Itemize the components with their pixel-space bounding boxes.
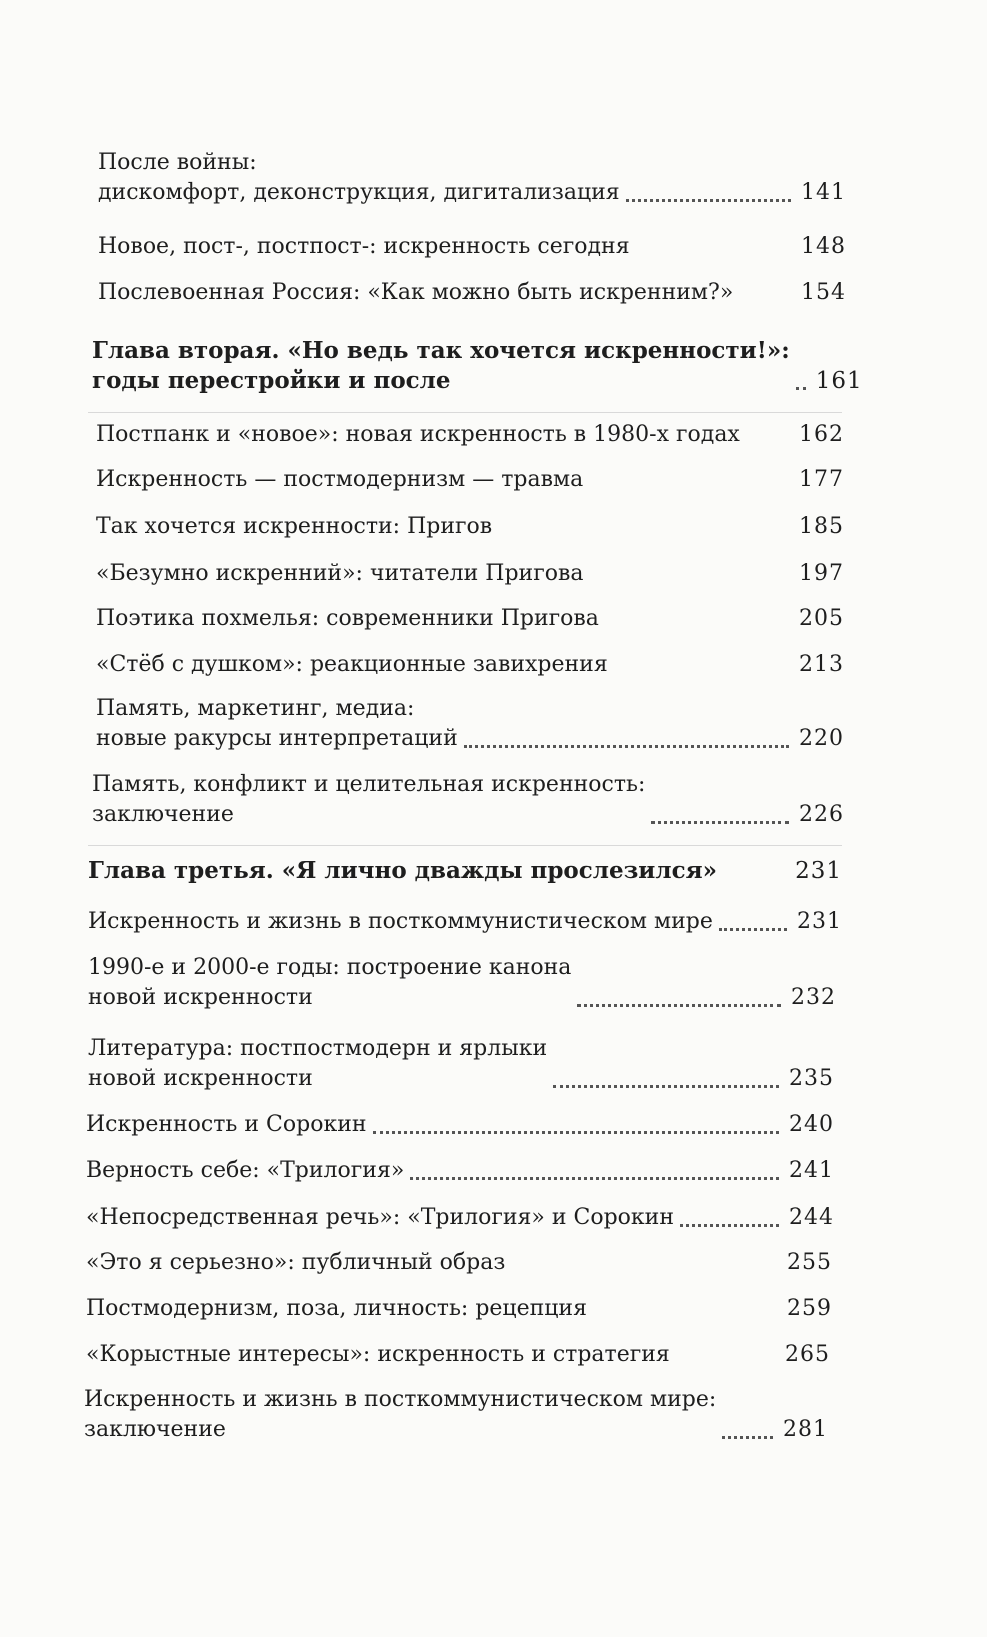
toc-entry-title — [86, 1203, 674, 1233]
toc-entry-title — [86, 1156, 404, 1186]
toc-page-number: 241 — [789, 1158, 834, 1183]
toc-entry-title — [88, 856, 717, 886]
toc-page-number: 281 — [783, 1417, 828, 1442]
toc-page-number: 161 — [815, 368, 863, 394]
toc-entry-title — [88, 1034, 547, 1094]
toc-entry-title — [86, 1110, 367, 1140]
toc-page-number: 154 — [801, 280, 846, 305]
toc-entry-title-line: Глава третья. «Я лично дважды прослезился» — [88, 857, 717, 884]
toc-entry — [96, 559, 844, 589]
toc-entry-title — [86, 1294, 587, 1324]
toc-entry-title-line: Послевоенная Россия: «Как можно быть искренним?» — [98, 280, 734, 305]
toc-entry-title-line: Новое, пост-, постпост-: искренность сегодня — [98, 234, 630, 259]
toc-entry-title — [88, 953, 571, 1013]
toc-entry-title-line: «Стёб с душком»: реакционные завихрения — [96, 652, 608, 677]
toc-entry-title-line: Так хочется искренности: Пригов — [96, 514, 493, 539]
toc-entry — [88, 907, 842, 937]
toc-entry — [96, 694, 844, 754]
toc-entry-title-line: «Безумно искренний»: читатели Пригова — [96, 561, 584, 586]
toc-entry-title-line: новой искренности — [88, 1066, 313, 1091]
toc-entry-title — [96, 694, 458, 754]
toc-entry — [96, 650, 844, 680]
toc-entry-title-line: Память, конфликт и целительная искренность: — [92, 772, 646, 797]
toc-entry-title — [88, 907, 713, 937]
toc-entry — [98, 232, 846, 262]
dot-leader — [719, 928, 787, 931]
toc-entry-title-line: Искренность и жизнь в посткоммунистическом мире: — [84, 1387, 717, 1412]
divider — [88, 412, 842, 413]
toc-page-number: 197 — [799, 561, 844, 586]
toc-entry — [86, 1156, 834, 1186]
toc-entry-title — [96, 650, 608, 680]
dot-leader — [464, 745, 789, 748]
toc-chapter-entry — [88, 856, 842, 886]
toc-entry-title — [98, 232, 630, 262]
toc-page-number: 231 — [797, 909, 842, 934]
dot-leader — [796, 387, 806, 390]
toc-entry-title-line: Литература: постпостмодерн и ярлыки — [88, 1036, 548, 1061]
toc-entry — [86, 1248, 832, 1278]
dot-leader — [577, 1004, 781, 1007]
toc-page-number: 177 — [799, 467, 844, 492]
toc-entry — [98, 148, 846, 208]
toc-entry — [86, 1340, 830, 1370]
dot-leader — [373, 1131, 779, 1134]
toc-entry-title — [98, 148, 620, 208]
divider — [88, 845, 842, 846]
toc-entry — [86, 1110, 834, 1140]
toc-entry-title — [86, 1340, 670, 1370]
toc-entry-title-line: Постмодернизм, поза, личность: рецепция — [86, 1296, 587, 1321]
toc-entry — [96, 420, 844, 450]
toc-entry-title — [86, 1248, 505, 1278]
toc-page-number: 240 — [789, 1112, 834, 1137]
toc-entry-title-line: новой искренности — [88, 985, 313, 1010]
toc-page-number: 148 — [801, 234, 846, 259]
toc-page-number: 220 — [799, 726, 844, 751]
toc-entry-title-line: Верность себе: «Трилогия» — [86, 1158, 405, 1183]
dot-leader — [553, 1085, 779, 1088]
toc-page-number: 231 — [795, 858, 842, 884]
toc-entry-title — [92, 336, 790, 396]
toc-entry-title-line: Глава вторая. «Но ведь так хочется искренности!»: — [92, 337, 790, 364]
toc-entry — [98, 278, 846, 308]
toc-entry — [92, 770, 844, 830]
toc-entry-title-line: новые ракурсы интерпретаций — [96, 726, 458, 751]
toc-entry-title-line: годы перестройки и после — [92, 367, 451, 394]
toc-page-number: 162 — [799, 422, 844, 447]
dot-leader — [626, 199, 791, 202]
toc-entry-title — [96, 512, 492, 542]
toc-entry — [88, 953, 836, 1013]
toc-entry-title — [98, 278, 733, 308]
toc-entry-title-line: Искренность и жизнь в посткоммунистическом мире — [88, 909, 713, 934]
toc-entry-title-line: заключение — [84, 1417, 226, 1442]
toc-entry-title-line: Искренность и Сорокин — [86, 1112, 367, 1137]
toc-entry — [96, 465, 844, 495]
toc-entry-title-line: 1990-е и 2000-е годы: построение канона — [88, 955, 572, 980]
dot-leader — [680, 1224, 779, 1227]
toc-entry-title-line: заключение — [92, 802, 234, 827]
toc-entry-title — [96, 420, 740, 450]
toc-page-number: 226 — [799, 802, 844, 827]
toc-entry-title-line: После войны: — [98, 150, 257, 175]
toc-entry-title-line: Поэтика похмелья: современники Пригова — [96, 606, 599, 631]
toc-entry-title-line: «Это я серьезно»: публичный образ — [86, 1250, 506, 1275]
toc-page-number: 255 — [787, 1250, 832, 1275]
toc-entry-title-line: Постпанк и «новое»: новая искренность в 1980-х годах — [96, 422, 740, 447]
toc-chapter-entry — [92, 336, 863, 396]
toc-page-number: 259 — [787, 1296, 832, 1321]
toc-entry-title-line: дискомфорт, деконструкция, дигитализация — [98, 180, 620, 205]
toc-page-number: 205 — [799, 606, 844, 631]
toc-page-number: 235 — [789, 1066, 834, 1091]
toc-page-number: 232 — [791, 985, 836, 1010]
toc-page-number: 213 — [799, 652, 844, 677]
toc-entry — [84, 1385, 828, 1445]
toc-entry-title-line: Искренность — постмодернизм — травма — [96, 467, 584, 492]
dot-leader — [410, 1177, 779, 1180]
dot-leader — [651, 821, 789, 824]
toc-entry — [96, 604, 844, 634]
toc-entry-title — [84, 1385, 716, 1445]
toc-entry — [88, 1034, 834, 1094]
toc-entry-title-line: «Корыстные интересы»: искренность и стратегия — [86, 1342, 670, 1367]
toc-entry-title-line: «Непосредственная речь»: «Трилогия» и Сорокин — [86, 1205, 675, 1230]
dot-leader — [722, 1436, 773, 1439]
toc-entry-title — [92, 770, 645, 830]
toc-entry-title — [96, 604, 599, 634]
toc-page-number: 141 — [801, 180, 846, 205]
toc-entry — [86, 1203, 834, 1233]
toc-entry-title-line: Память, маркетинг, медиа: — [96, 696, 415, 721]
toc-entry — [86, 1294, 832, 1324]
toc-page-number: 265 — [785, 1342, 830, 1367]
toc-page-number: 185 — [799, 514, 844, 539]
toc-entry-title — [96, 465, 583, 495]
toc-entry — [96, 512, 844, 542]
toc-page-number: 244 — [789, 1205, 834, 1230]
toc-entry-title — [96, 559, 583, 589]
